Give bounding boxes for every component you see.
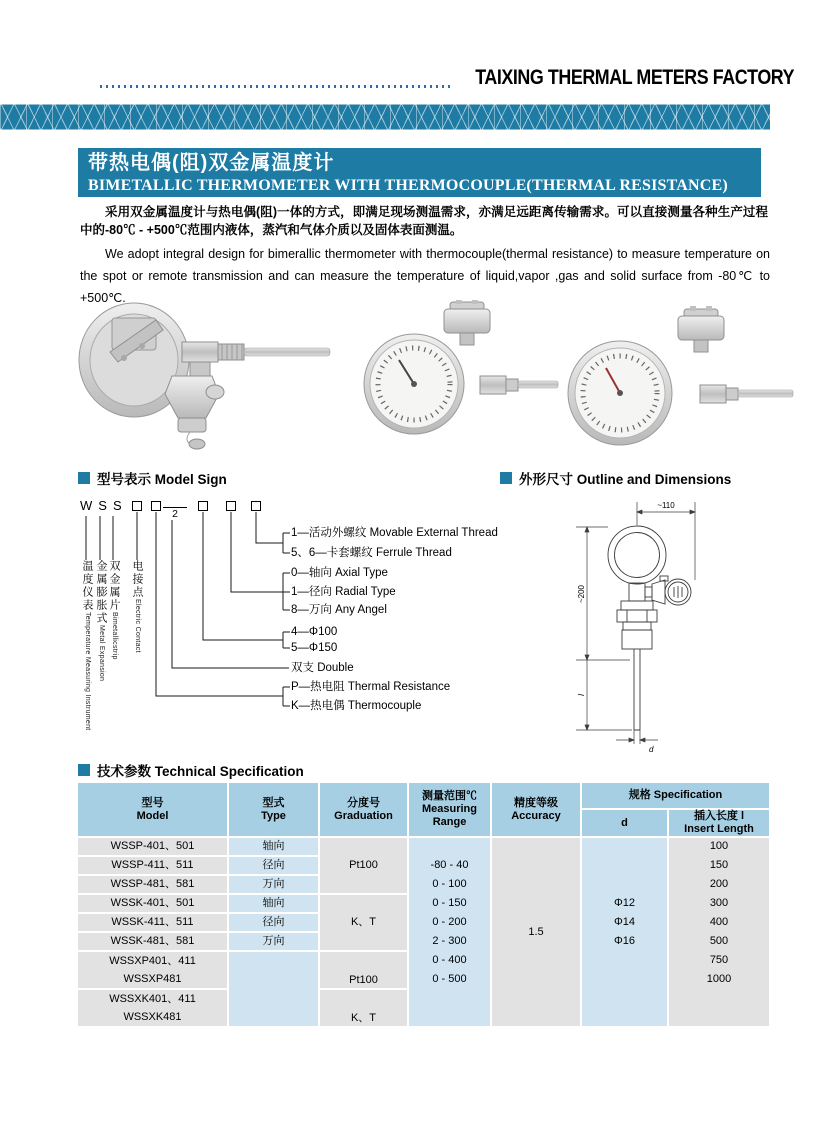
branch-label: 1—活动外螺纹 Movable External Thread xyxy=(291,527,498,539)
title-block xyxy=(78,148,761,197)
section-heading-spec xyxy=(78,760,304,780)
col-header-model: 型号 Model xyxy=(78,783,227,836)
col-header-graduation: 分度号 Graduation xyxy=(320,783,407,836)
intro-paragraph-zh: 采用双金属温度计与热电偶(阻)一体的方式，即满足现场测温需求，亦满足远距离传输需求。可以直接测量各种生产过程中的-80℃ - +500℃范围内液体，蒸汽和气体介质以及固体表面测温。 xyxy=(80,205,768,237)
page-title-en: BIMETALLIC THERMOMETER WITH THERMOCOUPLE(THERMAL RESISTANCE) xyxy=(88,177,728,194)
dim-stem-label: d xyxy=(649,745,654,754)
range-value: 0 - 400 xyxy=(432,954,467,966)
table-row-model: WSSK-411、511 xyxy=(78,914,227,931)
model-sub-number: 2 xyxy=(163,507,187,520)
page-title-zh: 带热电偶(阻)双金属温度计 xyxy=(88,152,335,174)
table-cell-accuracy: 1.5 xyxy=(492,838,580,1026)
insert-length-value: 750 xyxy=(709,954,729,966)
branch-label: K—热电偶 Thermocouple xyxy=(291,700,422,712)
range-value: 0 - 150 xyxy=(432,897,467,909)
insert-length-value: 200 xyxy=(709,878,729,890)
table-row-model: WSSK-481、581 xyxy=(78,933,227,950)
product-photo-front-thermometer xyxy=(352,300,562,455)
range-value: -80 - 40 xyxy=(430,859,469,871)
stem-label-electric-contact: 电接点Electric Contact xyxy=(131,560,143,653)
outline-dimension-drawing xyxy=(556,492,806,762)
col-header-accuracy: 精度等级 Accuracy xyxy=(492,783,580,836)
table-cell-graduation: K、T xyxy=(320,990,407,1026)
range-value: 0 - 500 xyxy=(432,973,467,985)
branch-label: 5、6—卡套螺纹 Ferrule Thread xyxy=(291,547,452,559)
section-title: 技术参数 Technical Specification xyxy=(97,764,304,779)
col-header-spec-group: 规格 Specification xyxy=(582,783,769,808)
table-row-model: WSSP-401、501 xyxy=(78,838,227,855)
table-cell-insert-merged xyxy=(669,838,769,1026)
dim-insert-label: l xyxy=(577,694,586,696)
branch-label: P—热电阻 Thermal Resistance xyxy=(291,681,451,693)
branch-label: 4—Φ100 xyxy=(291,626,338,638)
table-cell-type: 径向 xyxy=(229,914,318,931)
table-row-model-merged: WSSXP401、411 WSSXP481 xyxy=(78,952,227,988)
col-header-insert-length: 插入长度 l Insert Length xyxy=(669,810,769,836)
section-marker-icon xyxy=(78,472,90,484)
stem-label-bimetallic-strip: 双金属片Bimetallicstrip xyxy=(108,560,120,660)
stem-label-metal-expansion: 金属膨胀式Metal Expansion xyxy=(95,560,107,682)
table-cell-graduation: K、T xyxy=(320,895,407,950)
decorative-lattice-band xyxy=(0,104,770,130)
d-value: Φ14 xyxy=(613,916,635,928)
range-value: 0 - 200 xyxy=(432,916,467,928)
model-prefix-letters: WSS xyxy=(80,498,128,513)
range-value: 0 - 100 xyxy=(432,878,467,890)
table-row-model-merged: WSSXK401、411 WSSXK481 xyxy=(78,990,227,1026)
dotted-rule xyxy=(100,85,452,88)
table-cell-type: 轴向 xyxy=(229,895,318,912)
insert-length-value: 100 xyxy=(709,840,729,852)
d-value: Φ12 xyxy=(613,897,635,909)
col-header-type: 型式 Type xyxy=(229,783,318,836)
table-row-model: WSSP-481、581 xyxy=(78,876,227,893)
section-heading-model-sign xyxy=(78,468,227,488)
dim-width-label: ~110 xyxy=(657,501,675,510)
table-cell-type: 万向 xyxy=(229,876,318,893)
factory-name: TAIXING THERMAL METERS FACTORY xyxy=(475,66,794,89)
intro-paragraph-en: We adopt integral design for bimerallic thermometer with thermocouple(thermal resistance) to measure temperature on the spot or remote transmission and can measure the temperature of liquid,vapor ,gas and solid surface from -80℃ to +500℃. xyxy=(80,247,770,305)
branch-label: 双支 Double xyxy=(291,662,354,674)
insert-length-value: 400 xyxy=(709,916,729,928)
table-cell-type: 轴向 xyxy=(229,838,318,855)
col-header-range: 测量范围℃ Measuring Range xyxy=(409,783,490,836)
table-cell-range-merged xyxy=(409,838,490,1026)
insert-length-value: 1000 xyxy=(706,973,732,985)
table-cell-graduation: Pt100 xyxy=(320,838,407,893)
range-value: 2 - 300 xyxy=(432,935,467,947)
branch-label: 0—轴向 Axial Type xyxy=(291,567,388,579)
table-cell-type-empty xyxy=(229,952,318,1026)
table-cell-type: 径向 xyxy=(229,857,318,874)
section-title: 外形尺寸 Outline and Dimensions xyxy=(519,472,732,487)
branch-label: 8—万向 Any Angel xyxy=(291,604,387,616)
section-title: 型号表示 Model Sign xyxy=(97,472,227,487)
table-cell-graduation: Pt100 xyxy=(320,952,407,988)
section-heading-outline xyxy=(500,468,731,488)
branch-label: 5—Φ150 xyxy=(291,642,338,654)
table-row-model: WSSK-401、501 xyxy=(78,895,227,912)
branch-label: 1—径向 Radial Type xyxy=(291,586,396,598)
spec-table xyxy=(78,783,769,1026)
section-marker-icon xyxy=(78,764,90,776)
insert-length-value: 500 xyxy=(709,935,729,947)
table-row-model: WSSP-411、511 xyxy=(78,857,227,874)
dim-height-label: ~200 xyxy=(577,584,586,604)
product-photo-rear-thermometer xyxy=(72,298,342,450)
col-header-d: d xyxy=(582,810,667,836)
table-cell-d-merged xyxy=(582,838,667,1026)
d-value: Φ16 xyxy=(613,935,635,947)
insert-length-value: 300 xyxy=(709,897,729,909)
table-cell-type: 万向 xyxy=(229,933,318,950)
stem-label-temperature-instrument: 温度仪表Temperature Measuring Instrument xyxy=(81,560,93,731)
section-marker-icon xyxy=(500,472,512,484)
insert-length-value: 150 xyxy=(709,859,729,871)
product-photo-front-thermometer-2 xyxy=(560,305,795,460)
